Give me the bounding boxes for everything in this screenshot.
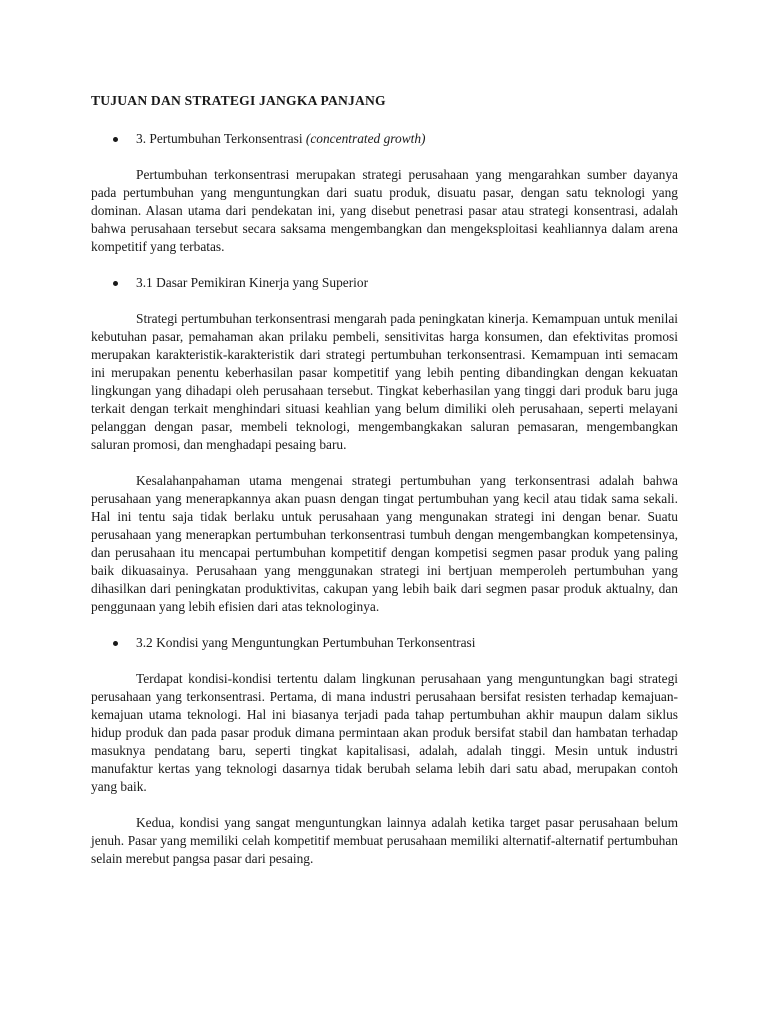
paragraph: Kedua, kondisi yang sangat menguntungkan lainnya adalah ketika target pasar perusahaan belum jenuh. Pasar yang memiliki celah kompetitif membuat perusahaan memiliki alternatif-alternatif pertumbuhan selain merebut pangsa pasar dari pesaing. [91,815,678,866]
section-heading-text: 3. Pertumbuhan Terkonsentrasi [136,131,306,146]
section-heading-3-1 [91,274,678,292]
paragraph: Terdapat kondisi-kondisi tertentu dalam lingkunan perusahaan yang menguntungkan bagi strategi perusahaan yang terkonsentrasi. Pertama, di mana industri perusahaan bersifat resisten terhadap kemajuan-kemajuan utama teknologi. Hal ini biasanya terjadi pada tahap pertumbuhan akhir maupun dalam siklus hidup produk dan pada pasar produk dimana permintaan akan produk bersifat stabil dan hambatan terhadap masuknya pendatang baru, seperti tingkat kapitalisasi, adalah, adalah tinggi. Mesin untuk industri manufaktur kertas yang teknologi dasarnya tidak berubah selama lebih dari satu abad, merupakan contoh yang baik. [91,671,678,794]
bullet-icon [113,281,118,286]
bullet-icon [113,641,118,646]
bullet-icon [113,137,118,142]
document-title: TUJUAN DAN STRATEGI JANGKA PANJANG [91,93,386,108]
paragraph: Strategi pertumbuhan terkonsentrasi mengarah pada peningkatan kinerja. Kemampuan untuk menilai kebutuhan pasar, pemahaman akan prilaku pembeli, sensitivitas harga konsumen, dan efektivitas promosi merupakan karakteristik-karakteristik dari strategi pertumbuhan terkonsentrasi. Kemampuan inti semacam ini merupakan penentu keberhasilan pasar kompetitif yang lebih penting dibandingkan dengan kekuatan lingkungan yang dihadapi oleh perusahaan tersebut. Tingkat keberhasilan yang tinggi dari produk baru juga terkait dengan terkait menghindari situasi keahlian yang belum dimiliki oleh perusahaan, seperti melayani pelanggan dengan pasar, membeli teknologi, mengembangkakan saluran pemasaran, mengembangkan saluran promosi, dan menghadapi pesaing baru. [91,311,678,452]
document-page [91,92,678,886]
section-heading-italic: (concentrated growth) [305,131,426,146]
paragraph: Kesalahanpahaman utama mengenai strategi pertumbuhan yang terkonsentrasi adalah bahwa perusahaan yang menerapkannya akan puasn dengan tingat pertumbuhan yang kecil atau tidak sama sekali. Hal ini tentu saja tidak berlaku untuk perusahaan yang mengunakan strategi ini dengan benar. Suatu perusahaan yang menerapkan pertumbuhan terkonsentrasi tumbuh dengan mengembangkan kompetensinya, dan perusahaan itu mencapai pertumbuhan kompetitif dengan kompetisi segmen pasar produk yang paling baik dikuasainya. Perusahaan yang menggunakan strategi ini bertjuan memperoleh pertumbuhan yang dihasilkan dari peningkatan produktivitas, cakupan yang lebih baik dari segmen pasar produk aktualny, dan penggunaan yang lebih efisien dari atas teknologinya. [91,473,678,614]
section-heading-text: 3.1 Dasar Pemikiran Kinerja yang Superior [136,275,369,290]
paragraph: Pertumbuhan terkonsentrasi merupakan strategi perusahaan yang mengarahkan sumber dayanya pada pertumbuhan yang menguntungkan dari suatu produk, disuatu pasar, dengan satu teknologi yang dominan. Alasan utama dari pendekatan ini, yang disebut penetrasi pasar atau strategi konsentrasi, adalah bahwa perusahaan tersebut secara saksama mengembangkan dan mengeksploitasi keahliannya dalam arena kompetitif yang terbatas. [91,167,678,254]
section-heading-3 [91,130,678,148]
section-heading-3-2 [91,634,678,652]
section-heading-text: 3.2 Kondisi yang Menguntungkan Pertumbuhan Terkonsentrasi [136,635,476,650]
